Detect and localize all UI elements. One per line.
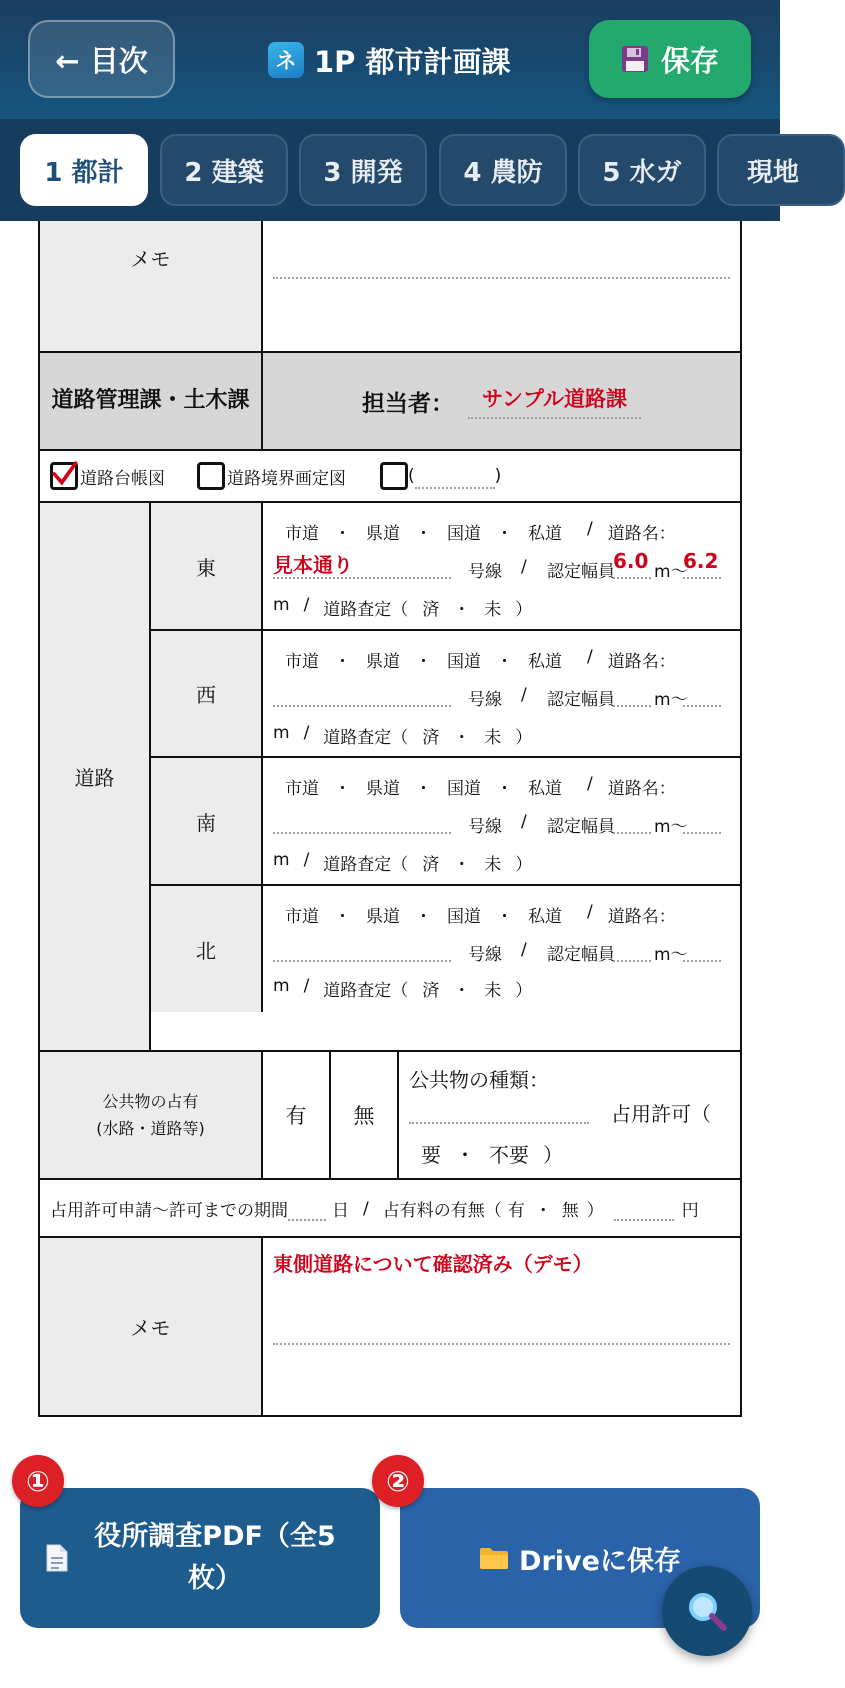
memo-top-line [273,277,730,279]
permit-period-line: 占用許可申請～許可までの期間 日 / 占有料の有無（ 有 ・ 無 ） 円 [50,1196,699,1221]
pdf-button-label: 役所調査PDF（全5枚） [94,1521,336,1594]
road-name-label: 道路名： [607,652,676,672]
app-logo-icon: ネ [268,42,304,78]
width-to-input[interactable] [683,677,721,707]
slash: / [587,902,593,922]
road-type-line [285,647,676,672]
sep: ・ [453,981,471,1001]
fee-label: 占有料の有無（ [382,1201,502,1221]
road-name-input[interactable] [273,932,451,962]
public-type-cell [399,1052,740,1178]
sep: ・ [334,524,351,544]
sep: ・ [496,524,513,544]
line-label: 号線 [468,817,502,837]
road-name-label: 道路名： [607,779,676,799]
road-direction-row [151,758,740,886]
search-fab-button[interactable] [662,1566,752,1656]
check-label: 道路台帳図 [80,468,165,489]
tab-kaihatsu[interactable] [299,134,427,206]
road-direction-row [151,631,740,758]
direction-text: 南 [196,810,216,835]
memo-bottom-row [40,1238,740,1417]
road-type-private[interactable]: 私道 [528,779,562,799]
slash: / [521,812,527,832]
sep: ・ [453,728,471,748]
width-to-input[interactable] [683,932,721,962]
public-property-row [40,1052,740,1180]
m-unit: m [273,976,290,996]
m-tilde: m～ [654,817,688,837]
road-type-private[interactable]: 私道 [528,907,562,927]
width-to-input[interactable] [683,804,721,834]
close-paren: ） [515,855,533,875]
road-assessment-line [273,976,532,1001]
road-type-prefecture[interactable]: 県道 [366,524,400,544]
back-to-toc-button[interactable] [28,20,175,98]
tab-suido-gas[interactable] [578,134,706,206]
road-type-line [285,519,676,544]
save-button[interactable] [589,20,751,98]
assessment-not-done[interactable]: 未 [484,855,502,875]
fee-yes[interactable]: 有 [507,1201,525,1221]
period-label: 占用許可申請～許可までの期間 [50,1201,288,1221]
assessment-not-done[interactable]: 未 [484,600,502,620]
road-type-prefecture[interactable]: 県道 [366,907,400,927]
day-unit: 日 [332,1201,349,1221]
road-assessment-line [273,850,532,875]
m-tilde: m～ [654,562,688,582]
tab-kenchiku[interactable] [160,134,288,206]
check-label: ( [408,466,415,486]
public-no-option[interactable] [331,1052,399,1178]
page-title-text: 1P 都市計画課 [314,44,511,79]
road-type-city[interactable]: 市道 [285,652,319,672]
memo-label-text: メモ [130,1316,171,1340]
slash: / [303,723,310,743]
road-type-prefecture[interactable]: 県道 [366,779,400,799]
road-type-city[interactable]: 市道 [285,524,319,544]
public-type-input[interactable] [409,1102,589,1124]
checkbox-checked[interactable] [50,462,78,490]
road-type-private[interactable]: 私道 [528,652,562,672]
close-paren: ） [543,1143,563,1167]
width-to-input[interactable]: 6.2 [683,549,721,579]
road-name-label: 道路名： [607,907,676,927]
road-direction-row [151,503,740,631]
memo-bottom-label [40,1238,263,1415]
sep: ・ [415,779,432,799]
folder-icon [479,1546,509,1570]
memo-bottom-field[interactable] [263,1238,740,1415]
back-label: ← 目次 [55,43,148,78]
check-suffix: ) [494,466,502,486]
slash: / [521,557,527,577]
slash: / [303,850,310,870]
slash: / [587,774,593,794]
save-label: 保存 [660,43,719,78]
direction-text: 東 [196,555,216,580]
slash: / [303,976,310,996]
road-direction-list [151,503,740,1050]
assessment-done[interactable]: 済 [422,728,440,748]
memo-top-row [40,221,740,353]
tab-label: 5 水ガ [602,157,682,188]
check-label: 道路境界画定図 [227,468,346,489]
m-tilde: m～ [654,690,688,710]
road-detail-cell [263,758,740,884]
no-text: 無 [353,1104,375,1128]
road-type-national[interactable]: 国道 [447,779,481,799]
road-type-city[interactable]: 市道 [285,779,319,799]
checkbox-unchecked[interactable] [380,462,408,490]
permit-no-need[interactable]: 不要 [489,1143,529,1167]
direction-text: 西 [196,683,216,707]
assessment-label: 道路査定（ [323,728,409,748]
direction-label [151,886,263,1012]
road-type-city[interactable]: 市道 [285,907,319,927]
road-type-line [285,774,676,799]
road-type-prefecture[interactable]: 県道 [366,652,400,672]
width-from-input[interactable] [613,804,651,834]
close-paren: ） [515,600,533,620]
assessment-label: 道路査定（ [323,600,409,620]
line-label: 号線 [468,945,502,965]
memo-top-label [40,221,263,351]
assessment-not-done[interactable]: 未 [484,728,502,748]
city-hall-survey-pdf-button[interactable] [20,1488,380,1628]
floppy-disk-icon [621,45,649,73]
sep: ・ [496,779,513,799]
person-label: 担当者： [361,390,454,417]
public-label-line1: 公共物の占有 [102,1092,199,1111]
road-detail-cell [263,886,740,1012]
width-label: 認定幅員 [547,690,615,710]
public-property-label [40,1052,263,1178]
person-value[interactable]: サンプル道路課 [468,383,641,419]
yes-text: 有 [285,1104,307,1128]
slash: / [303,595,310,615]
magnifier-icon [685,1589,729,1633]
road-block [40,503,740,1052]
memo-top-field[interactable] [263,221,740,351]
close-paren: ） [515,728,533,748]
sep: ・ [453,855,471,875]
m-unit: m [273,850,290,870]
section-tabs [0,119,800,221]
department-name [40,353,263,449]
tab-label: 3 開発 [323,157,403,188]
yen-unit: 円 [681,1201,699,1221]
check-other[interactable] [380,462,501,490]
road-type-national[interactable]: 国道 [447,524,481,544]
slash: / [521,940,527,960]
check-icon [50,460,80,490]
step-badge-2 [372,1455,424,1507]
badge-text: ① [26,1464,50,1498]
sep: ・ [453,600,471,620]
survey-form [38,221,742,1417]
width-from-input[interactable] [613,677,651,707]
road-name-label: 道路名： [607,524,676,544]
permit-need[interactable]: 要 [421,1143,441,1167]
app-header [0,0,780,119]
width-from-input[interactable] [613,932,651,962]
period-days-input[interactable] [288,1197,326,1221]
road-name-input[interactable] [273,549,451,579]
assessment-done[interactable]: 済 [422,981,440,1001]
check-road-boundary[interactable] [197,462,346,490]
assessment-label: 道路査定（ [323,981,409,1001]
public-yes-option[interactable] [263,1052,331,1178]
fee-no[interactable]: 無 [561,1201,579,1221]
checkbox-unchecked[interactable] [197,462,225,490]
road-label-text: 道路 [74,766,115,790]
assessment-done[interactable]: 済 [422,600,440,620]
width-label: 認定幅員 [547,945,615,965]
tab-label: 現地 [747,157,800,188]
document-icon [46,1544,68,1572]
road-assessment-line [273,595,532,620]
permit-period-row [40,1180,740,1238]
sep: ・ [334,779,351,799]
road-label [40,503,151,1050]
direction-label [151,503,263,629]
drive-button-label: Driveに保存 [519,1545,681,1577]
road-assessment-line [273,723,532,748]
memo-bottom-value: 東側道路について確認済み（デモ） [273,1252,593,1276]
close-paren: ） [586,1201,604,1221]
sep: ・ [415,524,432,544]
assessment-not-done[interactable]: 未 [484,981,502,1001]
road-detail-cell [263,503,740,629]
sep: ・ [334,652,351,672]
road-name-value: 見本通り [273,553,353,577]
department-row [40,353,740,451]
road-detail-cell [263,631,740,756]
badge-text: ② [386,1464,410,1498]
document-check-row [40,451,740,503]
m-tilde: m～ [654,945,688,965]
road-name-input[interactable] [273,804,451,834]
tab-genchi[interactable] [717,134,845,206]
width-label: 認定幅員 [547,562,615,582]
public-label-line2: (水路・道路等) [96,1119,205,1138]
direction-label [151,631,263,756]
fee-amount-input[interactable] [614,1197,674,1221]
road-direction-row [151,886,740,1012]
sep: ・ [496,907,513,927]
other-input[interactable] [415,463,495,489]
road-type-private[interactable]: 私道 [528,524,562,544]
tab-toshikeikaku[interactable] [20,134,148,206]
line-label: 号線 [468,690,502,710]
tab-noubou[interactable] [439,134,567,206]
memo-label-text: メモ [130,247,171,271]
width-label: 認定幅員 [547,817,615,837]
step-badge-1 [12,1455,64,1507]
slash: / [587,519,593,539]
tab-label: 1 都計 [44,157,124,188]
close-paren: ） [515,981,533,1001]
check-road-ledger[interactable] [50,462,165,490]
sep: ・ [415,907,432,927]
sep: ・ [334,907,351,927]
public-type-label: 公共物の種類： [409,1068,549,1092]
road-type-line [285,902,676,927]
m-unit: m [273,595,290,615]
department-text: 道路管理課・土木課 [51,388,250,413]
road-type-national[interactable]: 国道 [447,652,481,672]
sep: ・ [415,652,432,672]
sep: ・ [496,652,513,672]
memo-bottom-line [273,1343,730,1345]
person-in-charge [263,353,740,449]
road-name-input[interactable] [273,677,451,707]
slash: / [363,1198,369,1219]
permit-options [421,1139,563,1168]
direction-text: 北 [196,938,216,963]
direction-label [151,758,263,884]
sep: ・ [455,1143,475,1167]
permit-label: 占用許可（ [611,1102,711,1126]
assessment-done[interactable]: 済 [422,855,440,875]
slash: / [587,647,593,667]
width-from-input[interactable]: 6.0 [613,549,651,579]
assessment-label: 道路査定（ [323,855,409,875]
tab-label: 4 農防 [463,157,543,188]
line-label: 号線 [468,562,502,582]
slash: / [521,685,527,705]
page-title [268,38,511,82]
m-unit: m [273,723,290,743]
tab-label: 2 建築 [184,157,264,188]
road-type-national[interactable]: 国道 [447,907,481,927]
